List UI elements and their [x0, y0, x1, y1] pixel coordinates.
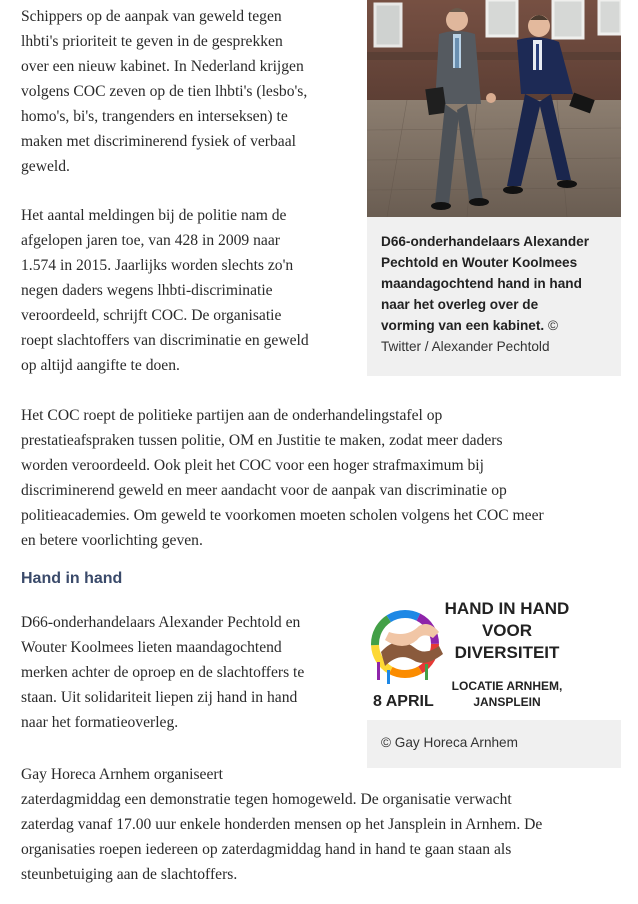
news-photo-figure	[367, 0, 621, 376]
poster-title-line: HAND IN HAND	[444, 599, 570, 618]
text-line: Gay Horeca Arnhem organiseert	[21, 766, 223, 783]
text-line: zaterdagmiddag een demonstratie tegen homogeweld. De organisatie verwacht	[21, 791, 512, 808]
text-line: discriminerend geweld en meer aandacht voor de aanpak van discriminatie op	[21, 482, 507, 499]
text-line: steunbetuiging aan de slachtoffers.	[21, 866, 238, 883]
text-line: negen daders wegens lhbti-discriminatie	[21, 282, 273, 299]
paragraph-1	[21, 4, 361, 179]
text-line: roept slachtoffers van discriminatie en geweld	[21, 332, 309, 349]
caption-line: D66-onderhandelaars Alexander	[381, 234, 590, 249]
text-line: D66-onderhandelaars Alexander Pechtold en	[21, 614, 301, 631]
caption-line: Pechtold en Wouter Koolmees	[381, 255, 578, 270]
text-line: organisaties roepen iedereen op zaterdagmiddag hand in hand te gaan staan als	[21, 841, 512, 858]
text-line: prestatieafspraken tussen politie, OM en Justitie te maken, zodat meer daders	[21, 432, 503, 449]
text-line: staan. Uit solidariteit liepen zij hand in hand	[21, 689, 298, 706]
paragraph-3	[21, 403, 621, 553]
text-line: Het aantal meldingen bij de politie nam de	[21, 207, 287, 224]
text-line: zaterdag vanaf 17.00 uur enkele honderden mensen op het Jansplein in Arnhem. De	[21, 816, 543, 833]
poster-date: 8 APRIL	[373, 693, 434, 710]
copyright-symbol: ©	[547, 318, 558, 333]
poster-figure	[367, 592, 621, 768]
text-line: maken met discriminerend fysiek of verbaal	[21, 133, 296, 150]
text-line: 1.574 in 2015. Jaarlijks worden slechts zo'n	[21, 257, 294, 274]
caption-line	[381, 315, 613, 336]
event-poster[interactable]	[367, 592, 621, 720]
caption-line: naar het overleg over de	[381, 297, 539, 312]
section-heading: Hand in hand	[21, 570, 123, 587]
paragraph-2	[21, 203, 361, 378]
text-line: politieacademies. Om geweld te voorkomen moeten scholen volgens het COC meer	[21, 507, 544, 524]
poster-title-line: VOOR	[481, 621, 533, 640]
text-line: Schippers op de aanpak van geweld tegen	[21, 8, 282, 25]
text-line: volgens COC zeven op de tien lhbti's (lesbo's,	[21, 83, 308, 100]
poster-location-line: JANSPLEIN	[473, 695, 541, 709]
caption-line-text: vorming van een kabinet.	[381, 318, 545, 333]
text-line: en betere voorlichting geven.	[21, 532, 203, 549]
text-line: worden veroordeeld. Ook pleit het COC voor een hoger strafmaximum bij	[21, 457, 484, 474]
text-line: over een nieuw kabinet. In Nederland krijgen	[21, 58, 304, 75]
text-line: afgelopen jaren toe, van 428 in 2009 naar	[21, 232, 280, 249]
paragraph-5	[21, 762, 621, 887]
text-line: homo's, bi's, trangenders en interseksen) te	[21, 108, 288, 125]
poster-credit: © Gay Horeca Arnhem	[381, 735, 518, 750]
text-line: merken achter de oproep en de slachtoffers te	[21, 664, 305, 681]
text-line: Wouter Koolmees lieten maandagochtend	[21, 639, 282, 656]
text-line: op altijd aangifte te doen.	[21, 357, 180, 374]
poster-location-line: LOCATIE ARNHEM,	[451, 679, 563, 693]
paragraph-4	[21, 610, 361, 735]
news-photo[interactable]	[367, 0, 621, 217]
text-line: naar het formatieoverleg.	[21, 714, 179, 731]
photo-credit: Twitter / Alexander Pechtold	[381, 339, 550, 354]
poster-caption	[381, 732, 613, 753]
photo-caption	[381, 231, 613, 357]
caption-line: maandagochtend hand in hand	[381, 276, 582, 291]
text-line: veroordeeld, schrijft COC. De organisatie	[21, 307, 282, 324]
text-line: geweld.	[21, 158, 70, 175]
text-line: lhbti's prioriteit te geven in de gesprekken	[21, 33, 283, 50]
poster-title-line: DIVERSITEIT	[454, 643, 560, 662]
text-line: Het COC roept de politieke partijen aan de onderhandelingstafel op	[21, 407, 443, 424]
